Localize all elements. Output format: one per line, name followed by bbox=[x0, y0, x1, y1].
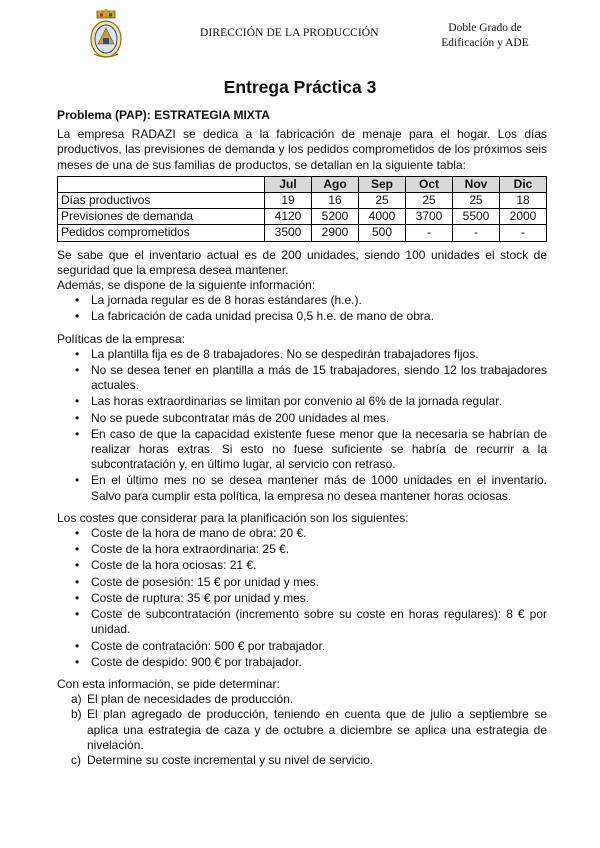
bullet-icon: • bbox=[75, 346, 80, 361]
policies-intro: Políticas de la empresa: bbox=[57, 331, 186, 346]
bullet-icon: • bbox=[75, 638, 80, 653]
question-item bbox=[57, 707, 547, 753]
inventory-paragraph: Se sabe que el inventario actual es de 200 unidades, siendo 100 unidades el stock de seguridad que la empresa desea mantener. bbox=[57, 247, 547, 277]
bullet-icon: • bbox=[75, 410, 80, 425]
document-body bbox=[57, 108, 547, 768]
row-label: Previsiones de demanda bbox=[58, 209, 265, 225]
month-header: Dic bbox=[500, 176, 547, 192]
university-crest-icon bbox=[88, 8, 124, 60]
month-header: Jul bbox=[265, 176, 312, 192]
intro-paragraph: La empresa RADAZI se dedica a la fabricación de menaje para el hogar. Los días productivos, las previsiones de demanda y los pedidos comprometidos de los próximos seis meses de una de sus familias de productos, se detallan en la siguiente tabla: bbox=[57, 127, 547, 172]
list-item-text: Coste de subcontratación (incremento sobre su coste en horas regulares): 8 € por unidad. bbox=[91, 607, 547, 637]
list-item-text: Coste de ruptura: 35 € por unidad y mes. bbox=[91, 590, 310, 605]
table-cell: - bbox=[453, 225, 500, 241]
month-header: Ago bbox=[312, 176, 359, 192]
policies-list bbox=[57, 347, 547, 504]
list-item bbox=[57, 363, 547, 393]
list-item-text: La plantilla fija es de 8 trabajadores. No se despedirán trabajadores fijos. bbox=[91, 346, 479, 361]
table-cell: 18 bbox=[500, 193, 547, 209]
table-cell: 3700 bbox=[406, 209, 453, 225]
list-item-text: No se desea tener en plantilla a más de 15 trabajadores, siendo 12 los trabajadores actuales. bbox=[91, 363, 547, 393]
list-item bbox=[57, 394, 547, 409]
page-header bbox=[0, 0, 600, 70]
bullet-icon: • bbox=[75, 363, 80, 378]
questions-list bbox=[57, 692, 547, 768]
table-cell: 25 bbox=[453, 193, 500, 209]
header-degree-line2: Edificación y ADE bbox=[441, 37, 529, 49]
table-row bbox=[58, 225, 547, 241]
bullet-icon: • bbox=[75, 526, 80, 541]
month-header: Sep bbox=[359, 176, 406, 192]
table-header-row bbox=[58, 176, 547, 192]
list-item-text: Las horas extraordinarias se limitan por convenio al 6% de la jornada regular. bbox=[91, 394, 502, 409]
table-cell: 25 bbox=[406, 193, 453, 209]
question-text: El plan agregado de producción, teniendo en cuenta que de julio a septiembre se aplica una estrategia de caza y de octubre a diciembre se aplica una estrategia de nivelación. bbox=[87, 707, 547, 752]
bullet-icon: • bbox=[75, 293, 80, 308]
bullet-icon: • bbox=[75, 607, 80, 622]
month-header: Nov bbox=[453, 176, 500, 192]
question-text: El plan de necesidades de producción. bbox=[87, 692, 294, 707]
question-item bbox=[57, 753, 547, 768]
list-item bbox=[57, 655, 547, 670]
header-degree-line1: Doble Grado de bbox=[448, 22, 522, 34]
month-header: Oct bbox=[406, 176, 453, 192]
bullet-icon: • bbox=[75, 426, 80, 441]
row-label: Pedidos comprometidos bbox=[58, 225, 265, 241]
list-item-text: En caso de que la capacidad existente fuese menor que la necesaria se habrían de realizar horas extras. Si esto no fuese suficiente se habría de recurrir a la subcontratación y, en último lugar, al servicio con retraso. bbox=[91, 426, 547, 472]
table-cell: 2900 bbox=[312, 225, 359, 241]
table-cell: 500 bbox=[359, 225, 406, 241]
list-item bbox=[57, 411, 547, 426]
table-cell: 5200 bbox=[312, 209, 359, 225]
question-item bbox=[57, 692, 547, 707]
table-cell: 2000 bbox=[500, 209, 547, 225]
table-cell: 3500 bbox=[265, 225, 312, 241]
list-item-text: En el último mes no se desea mantener más de 1000 unidades en el inventario. Salvo para cumplir esta política, la empresa no desea mantener horas ociosas. bbox=[91, 473, 547, 503]
bullet-icon: • bbox=[75, 654, 80, 669]
costs-list bbox=[57, 526, 547, 670]
question-text: Determine su coste incremental y su nivel de servicio. bbox=[87, 752, 374, 767]
list-item-text: Coste de contratación: 500 € por trabajador. bbox=[91, 638, 326, 653]
table-cell: 4000 bbox=[359, 209, 406, 225]
list-item bbox=[57, 607, 547, 637]
list-item bbox=[57, 591, 547, 606]
questions-intro: Con esta información, se pide determinar: bbox=[57, 676, 280, 691]
list-item bbox=[57, 639, 547, 654]
list-item bbox=[57, 575, 547, 590]
info-list bbox=[57, 293, 547, 324]
list-item-text: Coste de posesión: 15 € por unidad y mes. bbox=[91, 574, 320, 589]
bullet-icon: • bbox=[75, 590, 80, 605]
table-cell: 25 bbox=[359, 193, 406, 209]
costs-intro: Los costes que considerar para la planificación son los siguientes: bbox=[57, 510, 409, 525]
list-item bbox=[57, 427, 547, 473]
header-degree bbox=[420, 21, 550, 51]
header-course-title: DIRECCIÓN DE LA PRODUCCIÓN bbox=[200, 27, 379, 39]
table-cell: 4120 bbox=[265, 209, 312, 225]
table-cell: 19 bbox=[265, 193, 312, 209]
list-item bbox=[57, 558, 547, 573]
problem-title: Problema (PAP): ESTRATEGIA MIXTA bbox=[57, 108, 270, 122]
bullet-icon: • bbox=[75, 309, 80, 324]
demand-table bbox=[57, 176, 547, 242]
list-item bbox=[57, 473, 547, 503]
list-item-text: Coste de la hora extraordinaria: 25 €. bbox=[91, 542, 290, 557]
list-item-text: No se puede subcontratar más de 200 unidades al mes. bbox=[91, 410, 390, 425]
list-item-text: La jornada regular es de 8 horas estándares (h.e.). bbox=[91, 293, 362, 308]
info-intro: Además, se dispone de la siguiente información: bbox=[57, 278, 316, 293]
list-item-text: Coste de la hora ociosas: 21 €. bbox=[91, 558, 257, 573]
list-item bbox=[57, 347, 547, 362]
table-cell: - bbox=[406, 225, 453, 241]
list-item bbox=[57, 309, 547, 324]
question-marker: b) bbox=[71, 707, 82, 722]
table-row bbox=[58, 209, 547, 225]
list-item-text: Coste de la hora de mano de obra: 20 €. bbox=[91, 526, 307, 541]
row-label: Días productivos bbox=[58, 193, 265, 209]
table-cell: - bbox=[500, 225, 547, 241]
bullet-icon: • bbox=[75, 473, 80, 488]
table-corner-cell bbox=[58, 176, 265, 192]
bullet-icon: • bbox=[75, 542, 80, 557]
list-item-text: La fabricación de cada unidad precisa 0,5 h.e. de mano de obra. bbox=[91, 309, 434, 324]
question-marker: a) bbox=[71, 692, 82, 707]
bullet-icon: • bbox=[75, 394, 80, 409]
list-item bbox=[57, 542, 547, 557]
question-marker: c) bbox=[71, 752, 81, 767]
table-row bbox=[58, 193, 547, 209]
table-cell: 5500 bbox=[453, 209, 500, 225]
bullet-icon: • bbox=[75, 558, 80, 573]
bullet-icon: • bbox=[75, 574, 80, 589]
list-item-text: Coste de despido: 900 € por trabajador. bbox=[91, 654, 302, 669]
list-item bbox=[57, 526, 547, 541]
list-item bbox=[57, 293, 547, 308]
page-title: Entrega Práctica 3 bbox=[223, 77, 377, 97]
table-cell: 16 bbox=[312, 193, 359, 209]
